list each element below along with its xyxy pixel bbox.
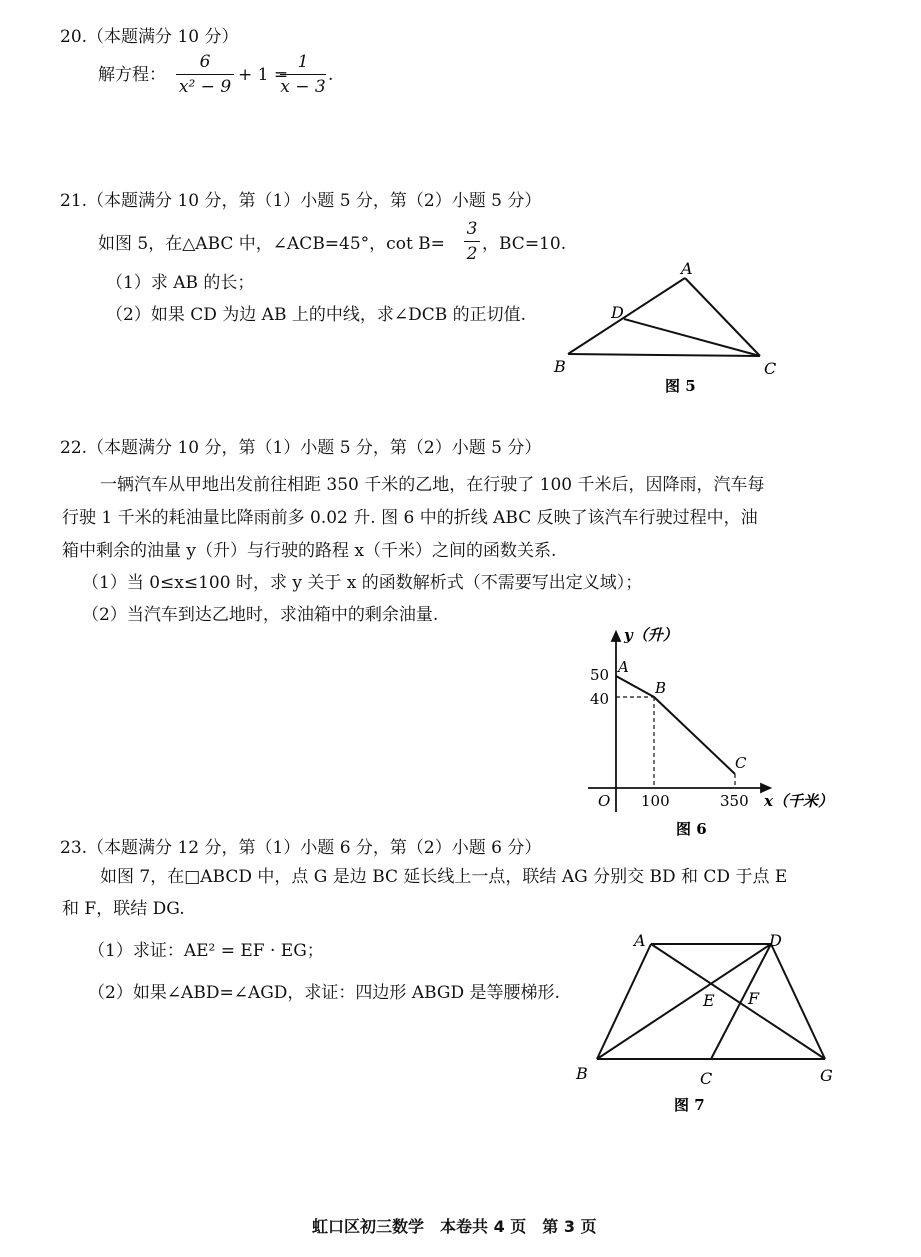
fig7-label-b: B (576, 1064, 588, 1083)
fig6-y-label: y（升） (624, 626, 678, 644)
q23-sub1: （1）求证：AE² = EF · EG； (88, 941, 324, 961)
page-footer: 虹口区初三数学 本卷共 4 页 第 3 页 (312, 1217, 597, 1236)
q20-f2-denominator: x − 3 (280, 77, 326, 97)
fig6-label-a: A (618, 658, 629, 676)
fig7-label-g: G (820, 1066, 833, 1085)
fig7-label-c: C (700, 1069, 713, 1088)
fig6-ytick-50: 50 (590, 666, 610, 684)
fig5-label-c: C (764, 359, 777, 378)
fig6-origin: O (598, 792, 611, 810)
fig5-median-cd (624, 319, 760, 356)
q23-sub2: （2）如果∠ABD=∠AGD，求证：四边形 ABGD 是等腰梯形. (88, 983, 560, 1003)
fig7-label-e: E (703, 991, 715, 1010)
q20-fraction-1 (176, 52, 234, 97)
fig7-side-dc (711, 944, 771, 1059)
q20-prompt: 解方程： (98, 65, 166, 85)
q21-line1b: ，BC=10. (482, 234, 567, 254)
fig5-side-ab (568, 278, 685, 354)
q21-header: 21.（本题满分 10 分，第（1）小题 5 分，第（2）小题 5 分） (60, 191, 542, 211)
q23-para2: 和 F，联结 DG. (62, 899, 185, 919)
fraction-bar (176, 74, 234, 75)
fig5-label-d: D (611, 303, 624, 322)
q20-period: . (328, 65, 334, 85)
q21-sub2: （2）如果 CD 为边 AB 上的中线，求∠DCB 的正切值. (106, 305, 527, 325)
q22-header: 22.（本题满分 10 分，第（1）小题 5 分，第（2）小题 5 分） (60, 438, 542, 458)
figure-7 (570, 928, 850, 1118)
fig5-side-ac (685, 278, 760, 356)
fig5-label-a: A (681, 259, 693, 278)
figure-5 (545, 258, 795, 398)
q21-cot-numerator: 3 (466, 219, 478, 239)
q21-sub1: （1）求 AB 的长； (106, 273, 255, 293)
q22-para2: 行驶 1 千米的耗油量比降雨前多 0.02 升. 图 6 中的折线 ABC 反映了该汽车行驶过程中，油 (62, 508, 758, 528)
fraction-bar (280, 74, 326, 75)
fig7-label-d: D (769, 931, 782, 950)
q20-header: 20.（本题满分 10 分） (60, 27, 239, 47)
q20-f1-denominator: x² − 9 (178, 77, 232, 97)
fig6-x-label: x（千米） (764, 792, 833, 810)
q20-equals: + 1 = (238, 65, 289, 85)
q23-header: 23.（本题满分 12 分，第（1）小题 6 分，第（2）小题 6 分） (60, 838, 542, 858)
fig7-label-a: A (634, 931, 646, 950)
q21-cot-denominator: 2 (466, 244, 478, 264)
fig7-label-f: F (748, 989, 760, 1008)
fig6-ytick-40: 40 (590, 690, 610, 708)
fig7-caption: 图 7 (674, 1096, 705, 1114)
q22-para3: 箱中剩余的油量 y（升）与行驶的路程 x（千米）之间的函数关系. (62, 541, 557, 561)
fig6-xtick-100: 100 (641, 792, 670, 810)
fig6-label-b: B (655, 679, 667, 697)
q20-fraction-2 (280, 52, 326, 97)
q22-sub2: （2）当汽车到达乙地时，求油箱中的剩余油量. (82, 605, 439, 625)
fig5-label-b: B (554, 357, 566, 376)
fig5-side-bc (568, 354, 760, 356)
figure-6 (580, 622, 840, 844)
fraction-bar (464, 241, 480, 242)
q22-para1: 一辆汽车从甲地出发前往相距 350 千米的乙地，在行驶了 100 千米后，因降雨，汽车每 (100, 475, 765, 495)
fig6-caption: 图 6 (676, 820, 707, 838)
q20-f2-numerator: 1 (297, 52, 309, 72)
fig6-xtick-350: 350 (720, 792, 749, 810)
fig6-polyline-abc (616, 676, 735, 774)
q20-f1-numerator: 6 (199, 52, 211, 72)
q21-cot-fraction (464, 219, 480, 264)
fig5-caption: 图 5 (665, 377, 696, 395)
q23-para1: 如图 7，在□ABCD 中，点 G 是边 BC 延长线上一点，联结 AG 分别交 BD 和 CD 于点 E (100, 867, 788, 887)
fig6-x-arrow (761, 784, 770, 792)
q21-line1a: 如图 5，在△ABC 中，∠ACB=45°，cot B= (98, 234, 445, 254)
q22-sub1: （1）当 0≤x≤100 时，求 y 关于 x 的函数解析式（不需要写出定义域）； (82, 573, 643, 593)
fig6-y-arrow (612, 632, 620, 641)
fig6-label-c: C (735, 754, 747, 772)
